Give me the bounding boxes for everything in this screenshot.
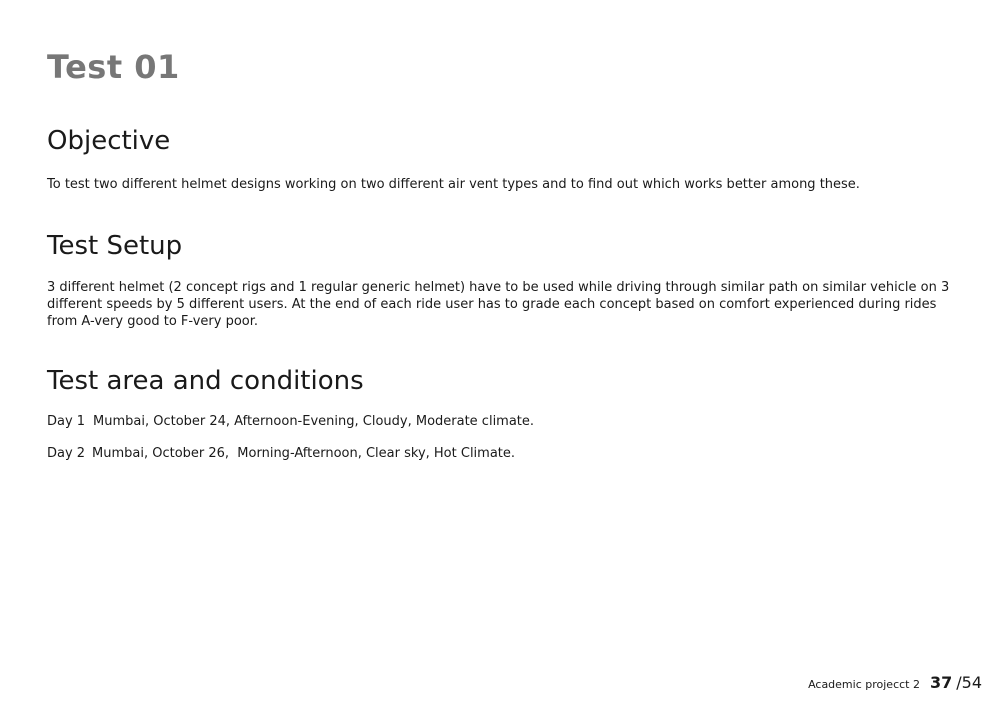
- test-area-heading: Test area and conditions: [47, 366, 364, 396]
- condition-day-1: [47, 414, 534, 429]
- page-number-separator: /: [956, 673, 962, 692]
- objective-text: To test two different helmet designs working on two different air vent types and to find out which works better among these.: [47, 177, 860, 192]
- test-setup-heading: Test Setup: [47, 231, 183, 261]
- page-title: Test 01: [47, 48, 180, 86]
- test-setup-text: 3 different helmet (2 concept rigs and 1 regular generic helmet) have to be used while driving through similar path on similar vehicle on 3 different speeds by 5 different users. At the end of each ride user has to grade each concept based on comfort experienced during rides from A-very good to F-very poor.: [47, 280, 950, 329]
- day-details: Mumbai, October 24, Afternoon-Evening, Cloudy, Moderate climate.: [93, 414, 535, 429]
- condition-day-2: [47, 446, 515, 461]
- day-label: Day 1: [47, 414, 86, 429]
- day-label: Day 2: [47, 446, 86, 461]
- page-number-current: 37: [929, 673, 953, 692]
- footer-project-label: Academic projecct 2: [808, 678, 920, 691]
- page-number-total: 54: [961, 673, 982, 692]
- objective-heading: Objective: [47, 126, 171, 156]
- page-footer: [808, 673, 982, 692]
- day-details: Mumbai, October 26, Morning-Afternoon, Clear sky, Hot Climate.: [92, 446, 516, 461]
